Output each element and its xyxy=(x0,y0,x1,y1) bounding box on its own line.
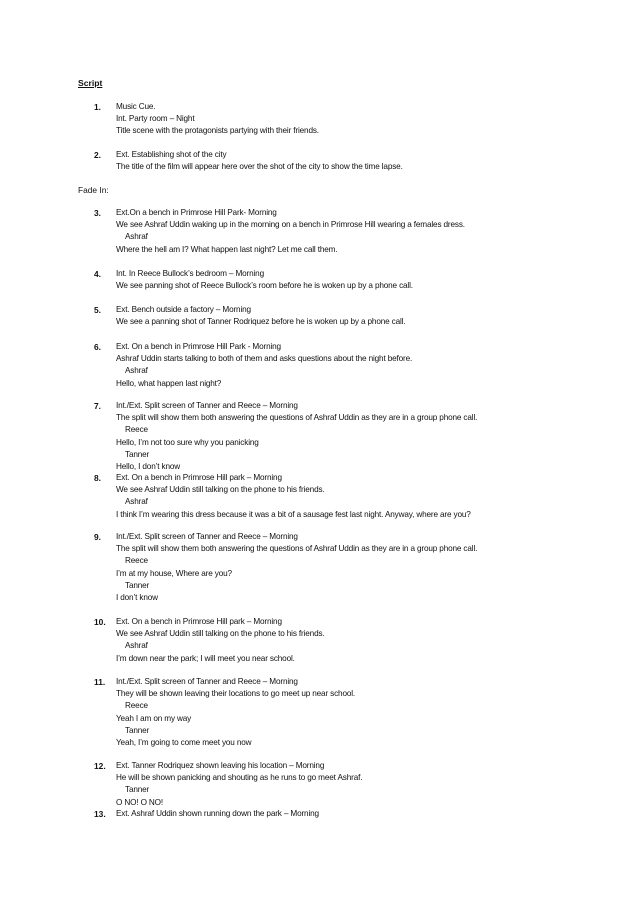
character-name: Tanner xyxy=(125,785,150,795)
scene-number: 3. xyxy=(94,208,101,218)
scene-lines xyxy=(116,304,616,328)
script-line: Yeah, I’m going to come meet you now xyxy=(116,738,252,748)
scene-number: 10. xyxy=(94,617,106,627)
character-name: Tanner xyxy=(125,449,150,459)
scene-number: 1. xyxy=(94,102,101,112)
scene-number: 12. xyxy=(94,761,106,771)
script-line: The split will show them both answering the questions of Ashraf Uddin as they are in a group phone call. xyxy=(116,544,478,554)
fade-in-label: Fade In: xyxy=(78,185,109,195)
script-line: Int. In Reece Bullock’s bedroom – Morning xyxy=(116,269,264,278)
document-title: Script xyxy=(78,78,103,88)
script-line: I don’t know xyxy=(116,593,158,603)
character-name: Reece xyxy=(125,425,148,435)
script-line: Int. Party room – Night xyxy=(116,114,195,124)
script-line: Title scene with the protagonists partying with their friends. xyxy=(116,126,319,136)
scene-lines xyxy=(116,400,616,473)
script-line: We see panning shot of Reece Bullock’s room before he is woken up by a phone call. xyxy=(116,281,413,291)
script-line: Yeah I am on my way xyxy=(116,713,192,723)
script-line: Ext. On a bench in Primrose Hill park – Morning xyxy=(116,617,282,626)
scene-lines xyxy=(116,149,616,173)
character-name: Tanner xyxy=(125,725,150,735)
character-name: Ashraf xyxy=(125,641,148,651)
script-line: Ext. Ashraf Uddin shown running down the park – Morning xyxy=(116,809,319,818)
scene-number: 2. xyxy=(94,150,101,160)
script-line: I think I’m wearing this dress because it was a bit of a sausage fest last night. Anyway, where are you? xyxy=(116,509,471,519)
scene-lines xyxy=(116,616,616,665)
script-line: They will be shown leaving their locations to go meet up near school. xyxy=(116,689,356,699)
character-name: Tanner xyxy=(125,580,150,590)
scene-lines xyxy=(116,760,616,809)
script-line: O NO! O NO! xyxy=(116,797,164,807)
scene-number: 5. xyxy=(94,305,101,315)
character-name: Ashraf xyxy=(125,232,148,242)
script-line: I’m at my house, Where are you? xyxy=(116,568,232,578)
scene-number: 4. xyxy=(94,269,101,279)
scene-number: 8. xyxy=(94,473,101,483)
script-line: The split will show them both answering the questions of Ashraf Uddin as they are in a group phone call. xyxy=(116,413,478,423)
script-line: Hello, I’m not too sure why you panicking xyxy=(116,437,259,447)
script-line: We see Ashraf Uddin still talking on the phone to his friends. xyxy=(116,629,325,639)
scene-lines xyxy=(116,531,616,604)
scene-lines xyxy=(116,472,616,521)
scene-lines xyxy=(116,207,616,256)
script-line: Ext. On a bench in Primrose Hill park – Morning xyxy=(116,473,282,482)
script-line: Hello, what happen last night? xyxy=(116,378,222,388)
character-name: Ashraf xyxy=(125,497,148,507)
scene-lines xyxy=(116,268,616,292)
scene-lines xyxy=(116,341,616,390)
character-name: Reece xyxy=(125,556,148,566)
script-line: Ashraf Uddin starts talking to both of them and asks questions about the night before. xyxy=(116,354,413,364)
scene-number: 11. xyxy=(94,677,106,687)
script-line: We see Ashraf Uddin still talking on the phone to his friends. xyxy=(116,485,325,495)
script-line: Where the hell am I? What happen last night? Let me call them. xyxy=(116,244,338,254)
script-line: Ext. On a bench in Primrose Hill Park - Morning xyxy=(116,342,281,351)
scene-number: 13. xyxy=(94,809,106,819)
scene-number: 7. xyxy=(94,401,101,411)
scene-lines xyxy=(116,808,616,820)
script-line: Int./Ext. Split screen of Tanner and Reece – Morning xyxy=(116,401,298,410)
script-line: Ext. Establishing shot of the city xyxy=(116,150,227,159)
script-line: We see a panning shot of Tanner Rodriquez before he is woken up by a phone call. xyxy=(116,317,406,327)
scene-lines xyxy=(116,101,616,138)
scene-number: 6. xyxy=(94,342,101,352)
script-line: Ext. Bench outside a factory – Morning xyxy=(116,305,251,314)
script-line: Ext.On a bench in Primrose Hill Park- Morning xyxy=(116,208,277,217)
script-line: He will be shown panicking and shouting as he runs to go meet Ashraf. xyxy=(116,773,363,783)
script-line: Int./Ext. Split screen of Tanner and Reece – Morning xyxy=(116,677,298,686)
script-line: Int./Ext. Split screen of Tanner and Reece – Morning xyxy=(116,532,298,541)
character-name: Ashraf xyxy=(125,366,148,376)
script-line: Music Cue. xyxy=(116,102,156,111)
script-line: We see Ashraf Uddin waking up in the morning on a bench in Primrose Hill wearing a females dress. xyxy=(116,220,465,230)
script-line: I’m down near the park; I will meet you near school. xyxy=(116,653,295,663)
character-name: Reece xyxy=(125,701,148,711)
scene-number: 9. xyxy=(94,532,101,542)
scene-lines xyxy=(116,676,616,749)
script-line: Ext. Tanner Rodriquez shown leaving his location – Morning xyxy=(116,761,325,770)
script-line: Hello, I don’t know xyxy=(116,462,181,472)
script-line: The title of the film will appear here over the shot of the city to show the time lapse. xyxy=(116,162,403,172)
